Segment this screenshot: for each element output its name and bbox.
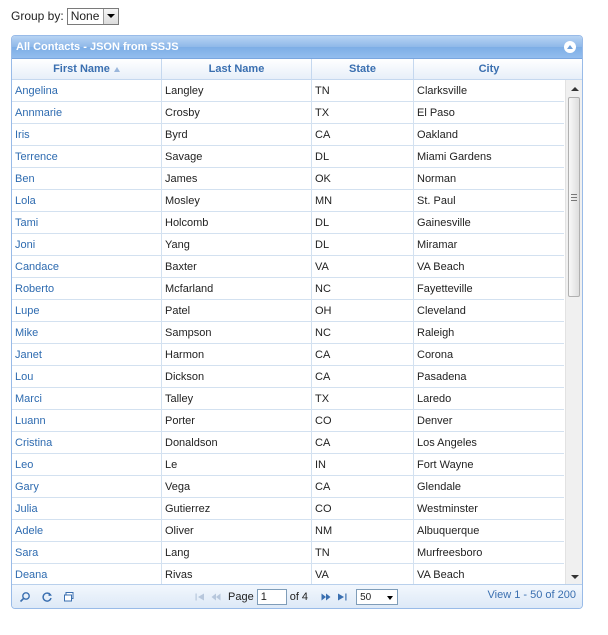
cell-last-name: Patel [162, 300, 312, 321]
cell-state: CO [312, 410, 414, 431]
cell-state: IN [312, 454, 414, 475]
cell-state: CA [312, 476, 414, 497]
cell-city: Miramar [417, 238, 458, 251]
column-header-state[interactable] [312, 59, 414, 79]
table-row[interactable] [12, 256, 564, 278]
first-page-icon[interactable] [192, 590, 208, 604]
cell-city: Norman [417, 172, 457, 185]
table-row[interactable] [12, 366, 564, 388]
cell-state: VA [312, 564, 414, 585]
cell-first-name: Janet [12, 344, 162, 365]
cell-last-name: Crosby [162, 102, 312, 123]
cell-first-name: Candace [12, 256, 162, 277]
cell-state: CA [312, 124, 414, 145]
sort-ascending-icon [114, 67, 120, 72]
cell-first-name: Terrence [12, 146, 162, 167]
cell-first-name: Adele [12, 520, 162, 541]
cell-first-name: Iris [12, 124, 162, 145]
cell-city: Fayetteville [417, 282, 473, 295]
next-page-icon[interactable] [318, 590, 334, 604]
table-row[interactable] [12, 564, 564, 585]
cell-city: Westminster [417, 502, 478, 515]
cell-last-name: James [162, 168, 312, 189]
cell-state: NM [312, 520, 414, 541]
group-by-select[interactable] [67, 8, 120, 25]
scroll-up-icon[interactable] [567, 81, 582, 96]
grid-rows [12, 80, 564, 585]
search-icon[interactable] [18, 590, 32, 604]
cell-city: Gainesville [417, 216, 471, 229]
table-row[interactable] [12, 388, 564, 410]
prev-page-icon[interactable] [208, 590, 224, 604]
collapse-icon[interactable] [564, 41, 576, 53]
cell-city: Murfreesboro [417, 546, 483, 559]
refresh-icon[interactable] [40, 590, 54, 604]
page-count: of 4 [289, 591, 309, 603]
cell-first-name: Leo [12, 454, 162, 475]
cell-last-name: Holcomb [162, 212, 312, 233]
grip-icon [571, 194, 577, 201]
cell-last-name: Donaldson [162, 432, 312, 453]
table-row[interactable] [12, 234, 564, 256]
cell-first-name: Lou [12, 366, 162, 387]
column-header-city[interactable] [414, 59, 564, 79]
column-header-last-name[interactable] [162, 59, 312, 79]
cell-last-name: Talley [162, 388, 312, 409]
last-page-icon[interactable] [334, 590, 350, 604]
table-row[interactable] [12, 300, 564, 322]
grid-pager [12, 584, 582, 608]
table-row[interactable] [12, 410, 564, 432]
cell-first-name: Lupe [12, 300, 162, 321]
cell-state: MN [312, 190, 414, 211]
cell-last-name: Oliver [162, 520, 312, 541]
vertical-scrollbar[interactable] [565, 80, 582, 585]
group-by-value: None [70, 9, 100, 23]
cell-first-name: Deana [12, 564, 162, 585]
cell-last-name: Rivas [162, 564, 312, 585]
cell-city: Denver [417, 414, 453, 427]
scrollbar-thumb[interactable] [568, 97, 580, 297]
cell-first-name: Julia [12, 498, 162, 519]
cell-city: El Paso [417, 106, 455, 119]
cell-last-name: Yang [162, 234, 312, 255]
cell-city: Raleigh [417, 326, 455, 339]
scroll-down-icon[interactable] [567, 569, 582, 584]
cell-city: Oakland [417, 128, 458, 141]
table-row[interactable] [12, 102, 564, 124]
columns-icon[interactable] [62, 590, 76, 604]
chevron-down-icon [103, 9, 118, 24]
cell-first-name: Angelina [12, 80, 162, 101]
cell-state: OK [312, 168, 414, 189]
column-header-label: Last Name [208, 63, 265, 75]
table-row[interactable] [12, 432, 564, 454]
cell-state: OH [312, 300, 414, 321]
cell-city: Laredo [417, 392, 452, 405]
table-row[interactable] [12, 146, 564, 168]
cell-last-name: Langley [162, 80, 312, 101]
cell-state: TN [312, 542, 414, 563]
column-header-label: City [478, 63, 500, 75]
rows-per-page-value: 50 [360, 591, 372, 603]
page-input-value: 1 [260, 591, 267, 603]
cell-first-name: Annmarie [12, 102, 162, 123]
cell-first-name: Gary [12, 476, 162, 497]
cell-first-name: Mike [12, 322, 162, 343]
cell-state: DL [312, 212, 414, 233]
cell-last-name: Vega [162, 476, 312, 497]
grid-caption [12, 36, 582, 59]
cell-city: Corona [417, 348, 454, 361]
table-row[interactable] [12, 344, 564, 366]
table-row[interactable] [12, 190, 564, 212]
table-row[interactable] [12, 80, 564, 102]
cell-last-name: Byrd [162, 124, 312, 145]
cell-last-name: Harmon [162, 344, 312, 365]
cell-first-name: Marci [12, 388, 162, 409]
cell-state: DL [312, 234, 414, 255]
cell-first-name: Cristina [12, 432, 162, 453]
cell-first-name: Sara [12, 542, 162, 563]
cell-city: Miami Gardens [417, 150, 492, 163]
cell-first-name: Joni [12, 234, 162, 255]
table-row[interactable] [12, 168, 564, 190]
cell-city: VA Beach [417, 568, 465, 581]
cell-last-name: Sampson [162, 322, 312, 343]
cell-city: Pasadena [417, 370, 467, 383]
cell-city: Clarksville [417, 84, 468, 97]
group-by [11, 7, 119, 25]
cell-last-name: Gutierrez [162, 498, 312, 519]
cell-last-name: Dickson [162, 366, 312, 387]
cell-state: CA [312, 432, 414, 453]
table-row[interactable] [12, 476, 564, 498]
table-row[interactable] [12, 212, 564, 234]
cell-city: VA Beach [417, 260, 465, 273]
cell-city: Albuquerque [417, 524, 480, 537]
cell-city: Glendale [417, 480, 462, 493]
cell-state: NC [312, 278, 414, 299]
cell-state: CA [312, 344, 414, 365]
cell-state: TX [312, 102, 414, 123]
cell-state: CA [312, 366, 414, 387]
cell-state: VA [312, 256, 414, 277]
cell-city: Fort Wayne [417, 458, 474, 471]
table-row[interactable] [12, 124, 564, 146]
cell-state: TN [312, 80, 414, 101]
cell-last-name: Mosley [162, 190, 312, 211]
cell-first-name: Tami [12, 212, 162, 233]
cell-last-name: Savage [162, 146, 312, 167]
column-header-label: State [349, 63, 376, 75]
cell-first-name: Lola [12, 190, 162, 211]
record-count-info: View 1 - 50 of 200 [487, 589, 576, 601]
cell-last-name: Lang [162, 542, 312, 563]
page-label: Page [228, 591, 254, 603]
rows-per-page-select[interactable] [356, 589, 398, 605]
table-row[interactable] [12, 542, 564, 564]
column-header-first-name[interactable] [12, 59, 162, 79]
cell-last-name: Le [162, 454, 312, 475]
page-input[interactable] [257, 589, 287, 605]
cell-last-name: Porter [162, 410, 312, 431]
cell-last-name: Mcfarland [162, 278, 312, 299]
table-row[interactable] [12, 454, 564, 476]
column-header-label: First Name [53, 63, 110, 75]
table-row[interactable] [12, 520, 564, 542]
grid-body [12, 80, 582, 585]
cell-first-name: Ben [12, 168, 162, 189]
table-row[interactable] [12, 498, 564, 520]
cell-city: Los Angeles [417, 436, 477, 449]
cell-state: CO [312, 498, 414, 519]
cell-state: TX [312, 388, 414, 409]
cell-city: Cleveland [417, 304, 466, 317]
chevron-down-icon [387, 596, 393, 600]
column-header-row [12, 59, 582, 80]
group-by-label: Group by: [11, 9, 64, 23]
cell-state: NC [312, 322, 414, 343]
table-row[interactable] [12, 278, 564, 300]
contacts-grid [11, 35, 583, 609]
table-row[interactable] [12, 322, 564, 344]
cell-state: DL [312, 146, 414, 167]
cell-first-name: Luann [12, 410, 162, 431]
grid-title: All Contacts - JSON from SSJS [16, 41, 179, 53]
cell-last-name: Baxter [162, 256, 312, 277]
cell-first-name: Roberto [12, 278, 162, 299]
cell-city: St. Paul [417, 194, 456, 207]
